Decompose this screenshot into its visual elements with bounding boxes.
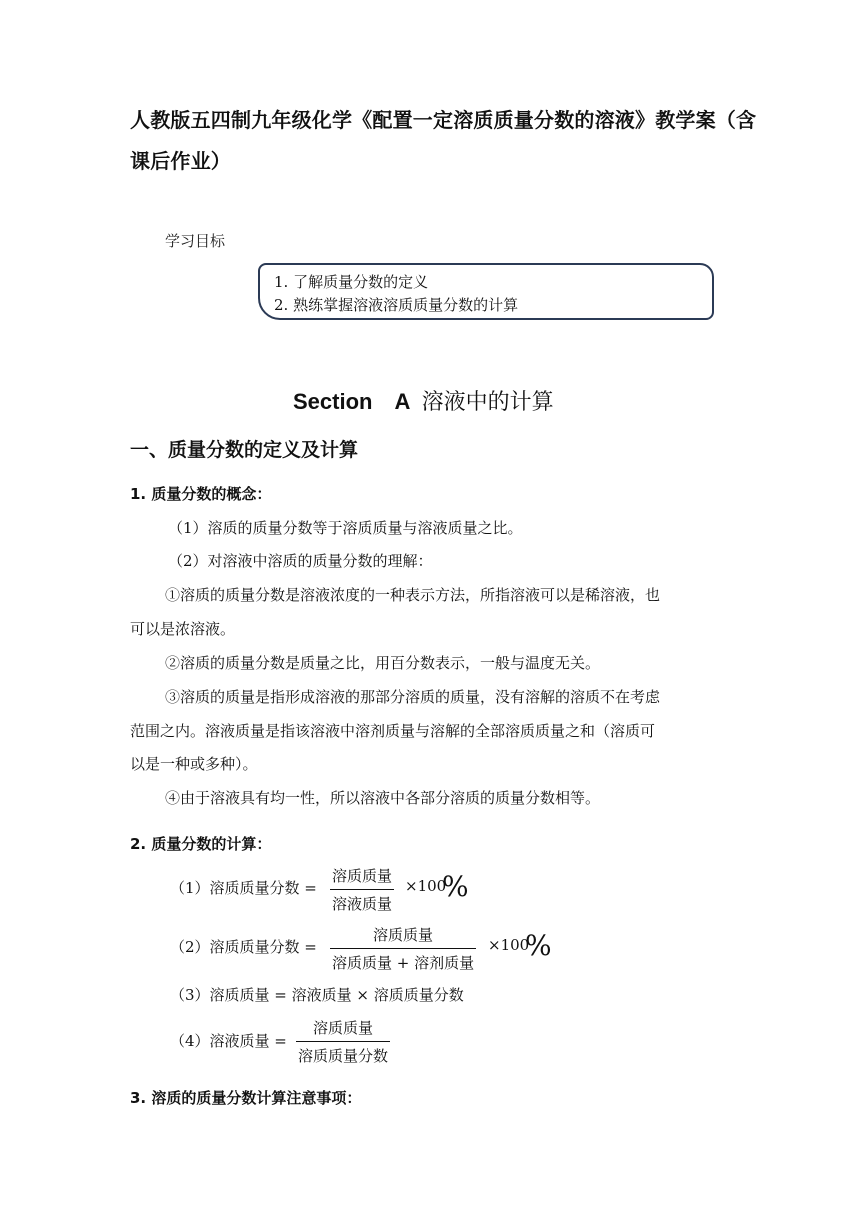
paragraph: ③溶质的质量是指形成溶液的那部分溶质的质量，没有溶解的溶质不在考虑 <box>165 688 661 706</box>
document-title-line-2: 课后作业） <box>130 149 231 173</box>
subsection-heading: 1. 质量分数的概念： <box>130 485 272 503</box>
fraction-denominator: 溶液质量 <box>332 895 393 913</box>
fraction-denominator: 溶质质量 + 溶剂质量 <box>332 954 475 972</box>
objectives-label: 学习目标 <box>165 232 226 250</box>
percent-symbol: % <box>525 929 552 962</box>
section-heading-cn: 溶液中的计算 <box>421 390 554 415</box>
paragraph: 以是一种或多种）。 <box>130 755 258 773</box>
document-title-line-1: 人教版五四制九年级化学《配置一定溶质质量分数的溶液》教学案（含 <box>130 108 757 132</box>
formula-1-times: ×100 <box>405 877 447 895</box>
paragraph: 范围之内。溶液质量是指该溶液中溶剂质量与溶解的全部溶质质量之和（溶质可 <box>130 722 656 740</box>
paragraph: 可以是浓溶液。 <box>130 620 236 638</box>
formula-1-fraction <box>330 865 394 914</box>
paragraph: （1）溶质的质量分数等于溶质质量与溶液质量之比。 <box>168 519 523 537</box>
fraction-numerator: 溶质质量 <box>313 1019 374 1037</box>
fraction-denominator: 溶质质量分数 <box>298 1047 389 1065</box>
formula-3: （3）溶质质量 = 溶液质量 × 溶质质量分数 <box>170 986 464 1004</box>
formula-2-times: ×100 <box>488 936 530 954</box>
formula-4-fraction <box>296 1017 390 1066</box>
formula-4-label: （4）溶液质量 = <box>170 1032 287 1050</box>
part-heading: 一、质量分数的定义及计算 <box>130 439 359 461</box>
fraction-numerator: 溶质质量 <box>373 926 434 944</box>
objective-item: 1. 了解质量分数的定义 <box>274 273 429 291</box>
subsection-heading: 3. 溶质的质量分数计算注意事项： <box>130 1089 362 1107</box>
paragraph: ②溶质的质量分数是质量之比，用百分数表示，一般与温度无关。 <box>165 654 601 672</box>
paragraph: ①溶质的质量分数是溶液浓度的一种表示方法，所指溶液可以是稀溶液，也 <box>165 586 661 604</box>
paragraph: （2）对溶液中溶质的质量分数的理解： <box>168 552 433 570</box>
objective-item: 2. 熟练掌握溶液溶质质量分数的计算 <box>274 296 519 314</box>
formula-2-fraction <box>330 924 476 973</box>
fraction-numerator: 溶质质量 <box>332 867 393 885</box>
section-heading <box>293 385 554 416</box>
formula-2-label: （2）溶质质量分数 = <box>170 938 317 956</box>
objectives-box <box>258 263 714 320</box>
paragraph: ④由于溶液具有均一性，所以溶液中各部分溶质的质量分数相等。 <box>165 789 601 807</box>
section-heading-en: Section A <box>293 389 410 414</box>
subsection-heading: 2. 质量分数的计算： <box>130 835 272 853</box>
percent-symbol: % <box>442 870 469 903</box>
formula-1-label: （1）溶质质量分数 = <box>170 879 317 897</box>
